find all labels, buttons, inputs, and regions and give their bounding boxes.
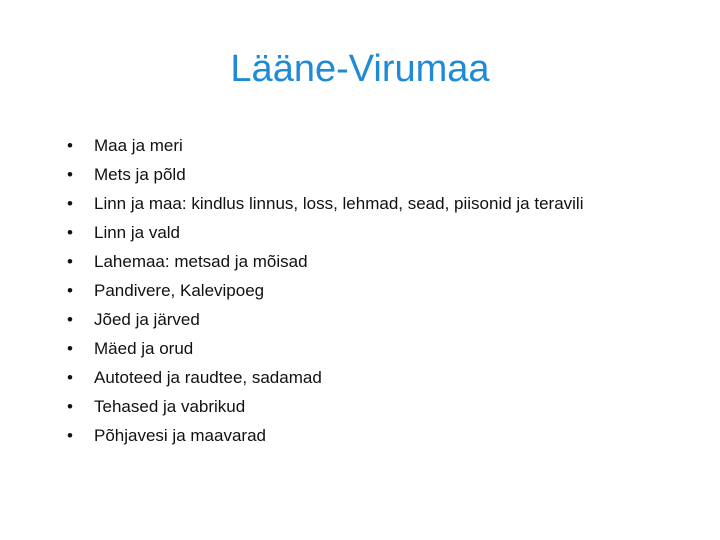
bullet-dot: • bbox=[67, 223, 73, 242]
bullet-text: Maa ja meri bbox=[94, 136, 183, 155]
bullet-dot: • bbox=[67, 165, 73, 184]
bullet-dot: • bbox=[67, 397, 73, 416]
bullet-text: Jõed ja järved bbox=[94, 310, 200, 329]
bullet-dot: • bbox=[67, 368, 73, 387]
bullet-text: Tehased ja vabrikud bbox=[94, 397, 246, 416]
bullet-text: Pandivere, Kalevipoeg bbox=[94, 281, 265, 300]
bullet-text: Mäed ja orud bbox=[94, 339, 194, 358]
slide-title: Lääne-Virumaa bbox=[230, 48, 490, 90]
bullet-text: Autoteed ja raudtee, sadamad bbox=[94, 368, 322, 387]
bullet-text: Linn ja vald bbox=[94, 223, 181, 242]
bullet-text: Mets ja põld bbox=[94, 165, 186, 184]
bullet-dot: • bbox=[67, 310, 73, 329]
bullet-text: Põhjavesi ja maavarad bbox=[94, 426, 266, 445]
bullet-dot: • bbox=[67, 426, 73, 445]
bullet-dot: • bbox=[67, 194, 73, 213]
bullet-dot: • bbox=[67, 252, 73, 271]
bullet-dot: • bbox=[67, 136, 73, 155]
bullet-dot: • bbox=[67, 339, 73, 358]
bullet-text: Linn ja maa: kindlus linnus, loss, lehmad, sead, piisonid ja teravili bbox=[94, 194, 584, 213]
bullet-dot: • bbox=[67, 281, 73, 300]
bullet-text: Lahemaa: metsad ja mõisad bbox=[94, 252, 308, 271]
